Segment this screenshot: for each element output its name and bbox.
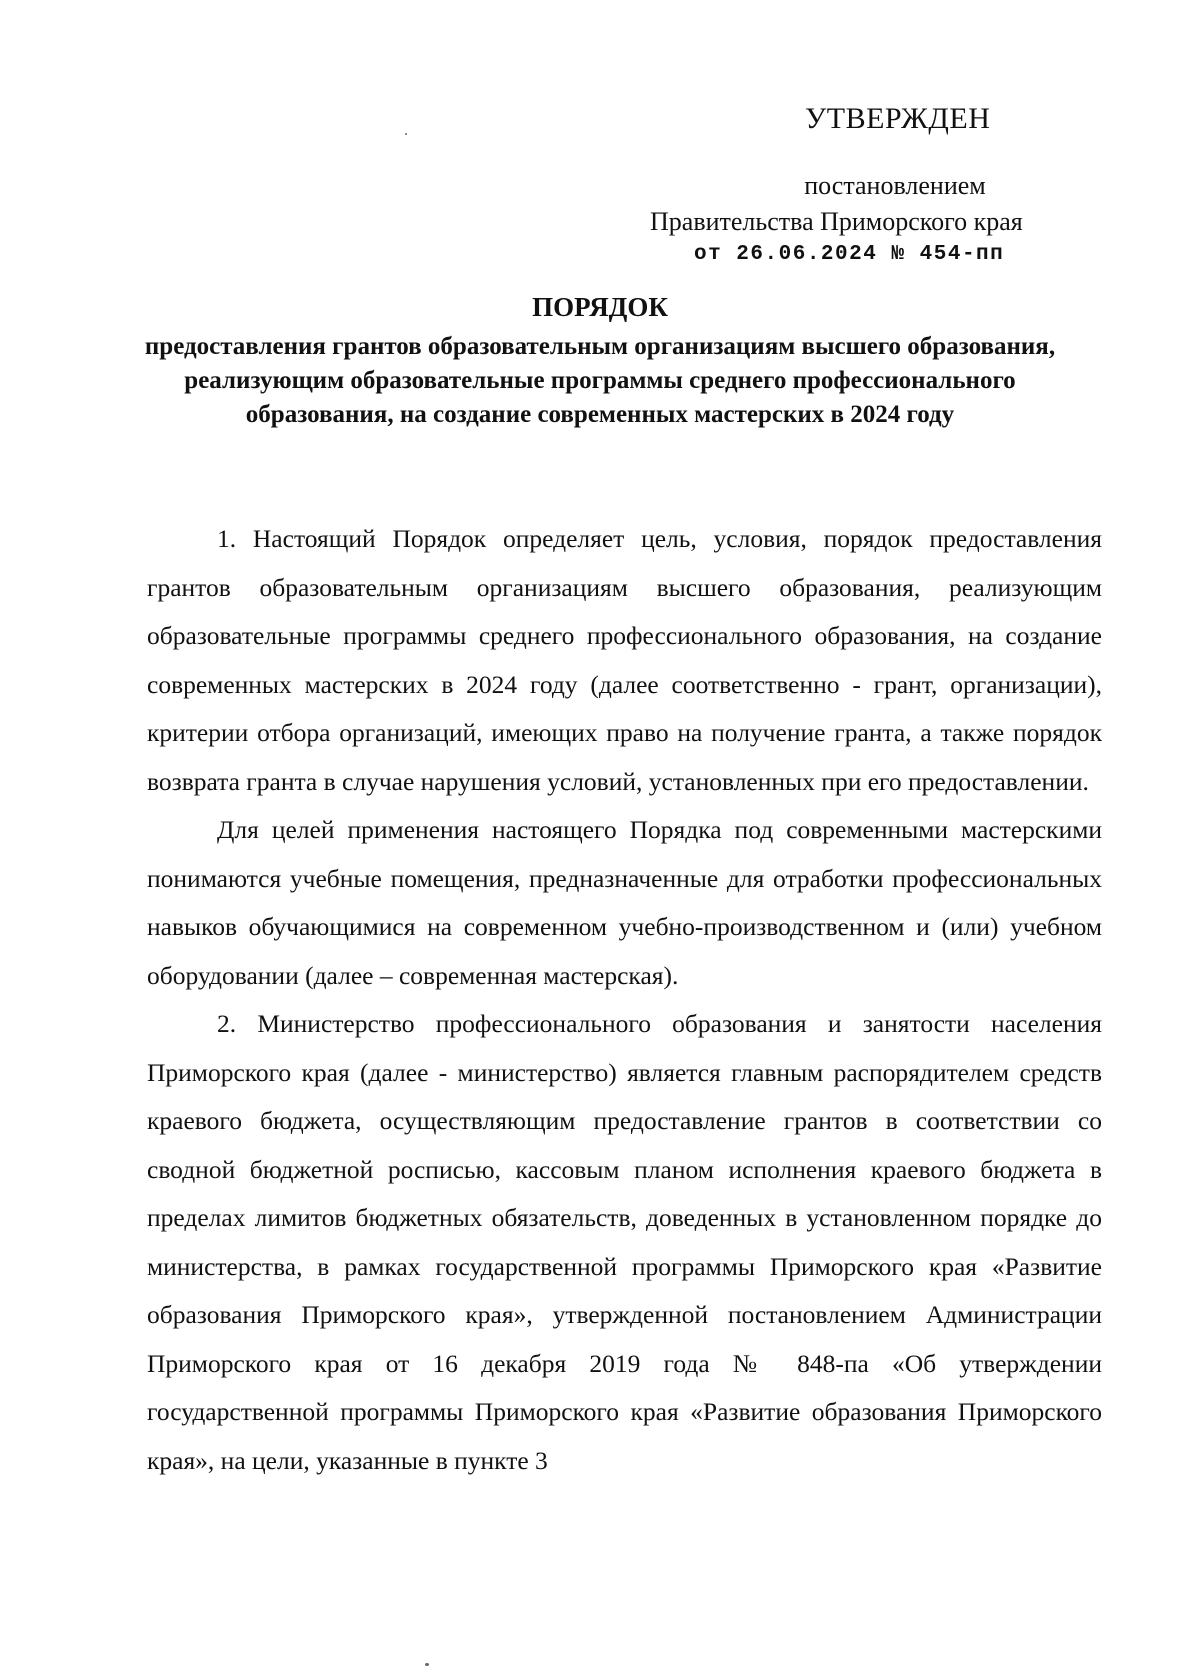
paragraph-1: 1. Настоящий Порядок определяет цель, условия, порядок предоставления грантов образовательным организациям высшего образования, реализующим образовательные программы среднего профессионального образования, на создание современных мастерских в 2024 году (далее соответственно - грант, организации), критерии отбора организаций, имеющих право на получение гранта, а также порядок возврата гранта в случае нарушения условий, установленных при его предоставлении.	[147, 524, 1102, 796]
paragraph-2: Для целей применения настоящего Порядка под современными мастерскими понимаются учебные помещения, предназначенные для отработки профессиональных навыков обучающимися на современном учебно-производственном и (или) учебном оборудовании (далее – современная мастерская).	[147, 815, 1102, 990]
document-subtitle: предоставления грантов образовательным организациям высшего образования, реализующим образовательные программы среднего профессионального образования, на создание современных мастерских в 2024 году	[144, 333, 1056, 428]
scan-speck	[425, 1663, 429, 1666]
paragraph-3: 2. Министерство профессионального образования и занятости населения Приморского края (далее - министерство) является главным распорядителем средств краевого бюджета, осуществляющим предоставление грантов в соответствии со сводной бюджетной росписью, кассовым планом исполнения краевого бюджета в пределах лимитов бюджетных обязательств, доведенных в установленном порядке до министерства, в рамках государственной программы Приморского края «Развитие образования Приморского края», утвержденной постановлением Администрации Приморского края от 16 декабря 2019 года № 848-па «Об утверждении государственной программы Приморского края «Развитие образования Приморского края», на цели, указанные в пункте 3	[147, 1009, 1102, 1475]
approved-by-line-2: Правительства Приморского края	[650, 207, 1023, 236]
approved-by-line-1: постановлением	[804, 171, 986, 200]
scan-speck	[405, 133, 407, 135]
approval-stamp-heading: УТВЕРЖДЕН	[805, 102, 991, 135]
document-body	[147, 515, 1102, 1485]
approval-number: от 26.06.2024 № 454-пп	[694, 243, 1005, 266]
document-title: ПОРЯДОК	[532, 292, 668, 322]
approval-details	[650, 168, 1090, 270]
